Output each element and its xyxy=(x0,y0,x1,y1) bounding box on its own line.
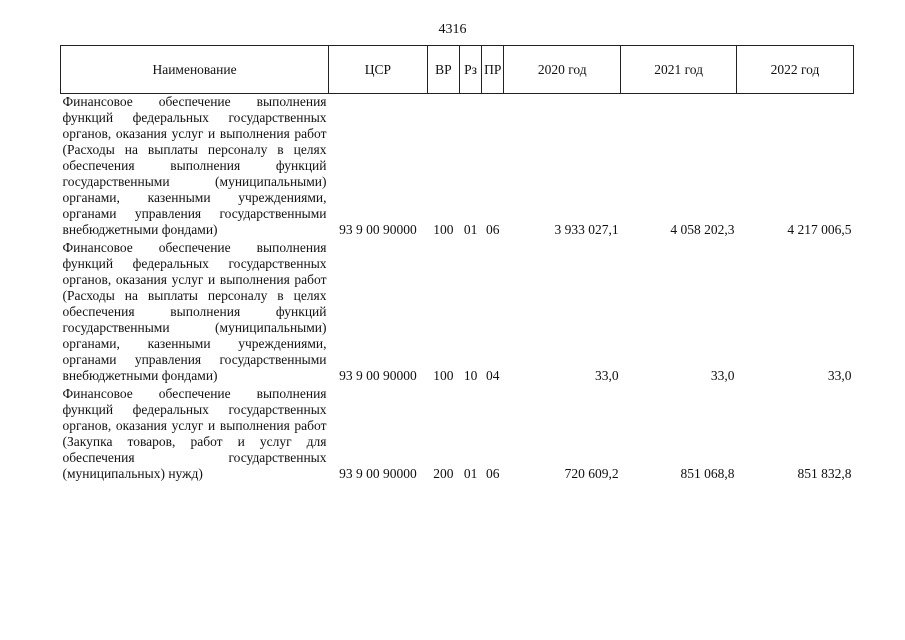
table-header xyxy=(61,46,854,94)
row-2022: 851 832,8 xyxy=(797,466,852,481)
header-name: Наименование xyxy=(61,46,329,94)
row-name: Финансовое обеспечение выполнения функций федеральных государственных органов, оказания услуг и выполнения работ (Расходы на выплаты персоналу в целях обеспечения выполнения функций государственными (муниципальными) органами, казенными учреждениями, органами управления государственными внебюджетными фондами) xyxy=(62,94,327,237)
row-vr: 200 xyxy=(433,466,454,481)
table-row xyxy=(61,94,854,241)
page-number: 4316 xyxy=(438,22,467,37)
header-2022: 2022 год xyxy=(737,46,854,94)
header-2021: 2021 год xyxy=(621,46,737,94)
row-csr: 93 9 00 90000 xyxy=(339,368,417,383)
header-vr: ВР xyxy=(427,46,459,94)
row-2020: 33,0 xyxy=(595,368,619,383)
row-name: Финансовое обеспечение выполнения функций федеральных государственных органов, оказания услуг и выполнения работ (Расходы на выплаты персоналу в целях обеспечения выполнения функций государственными (муниципальными) органами, казенными учреждениями, органами управления государственными внебюджетными фондами) xyxy=(62,240,327,383)
table-row xyxy=(61,386,854,484)
row-rz: 01 xyxy=(463,222,478,237)
row-pr: 06 xyxy=(485,222,500,237)
header-csr: ЦСР xyxy=(329,46,428,94)
row-2022: 33,0 xyxy=(827,368,852,383)
row-name: Финансовое обеспечение выполнения функций федеральных государственных органов, оказания услуг и выполнения работ (Закупка товаров, работ и услуг для обеспечения государственных (муниципальных) нужд) xyxy=(62,386,327,481)
row-2020: 3 933 027,1 xyxy=(554,222,619,237)
row-2022: 4 217 006,5 xyxy=(787,222,852,237)
header-pr: ПР xyxy=(482,46,504,94)
row-rz: 01 xyxy=(463,466,478,481)
row-csr: 93 9 00 90000 xyxy=(339,466,417,481)
row-2021: 4 058 202,3 xyxy=(670,222,735,237)
row-vr: 100 xyxy=(433,368,454,383)
row-csr: 93 9 00 90000 xyxy=(339,222,417,237)
row-2020: 720 609,2 xyxy=(564,466,619,481)
row-2021: 33,0 xyxy=(710,368,735,383)
table-row xyxy=(61,240,854,386)
header-2020: 2020 год xyxy=(504,46,621,94)
row-pr: 04 xyxy=(485,368,500,383)
budget-table xyxy=(60,45,854,484)
row-rz: 10 xyxy=(463,368,478,383)
row-vr: 100 xyxy=(433,222,454,237)
row-pr: 06 xyxy=(485,466,500,481)
row-2021: 851 068,8 xyxy=(680,466,735,481)
header-rz: Рз xyxy=(459,46,481,94)
